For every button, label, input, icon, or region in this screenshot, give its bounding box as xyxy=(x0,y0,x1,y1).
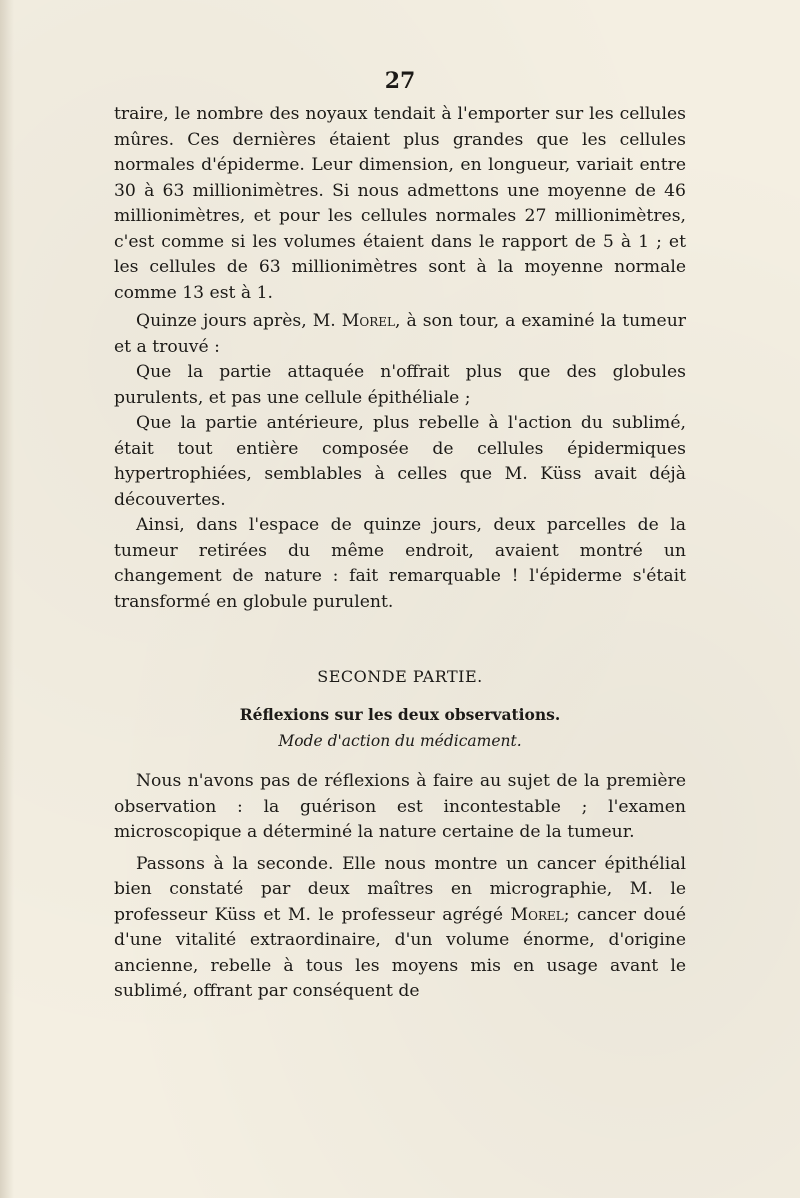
body-text xyxy=(114,769,686,1005)
subsubsection-title: Mode d'action du médicament. xyxy=(278,732,522,750)
intro-paragraph-continued: traire, le nombre des noyaux tendait à l'emporter sur les cellules mûres. Ces dernières étaient plus grandes que les cellules normales d'épiderme. Leur dimension, en longueur, variait entre 30 à 63 millionimètres. Si nous admettons une moyenne de 46 millionimètres, et pour les cellules normales 27 millionimètres, c'est comme si les volumes étaient dans le rapport de 5 à 1 ; et les cellules de 63 millionimètres sont à la moyenne normale comme 13 est à 1. xyxy=(114,104,686,303)
finding-conclusion: Ainsi, dans l'espace de quinze jours, deux parcelles de la tumeur retirées du même endroit, avaient montré un changement de nature : fait remarquable ! l'épiderme s'était transformé en globule purulent. xyxy=(114,515,686,612)
subsection-title: Réflexions sur les deux observations. xyxy=(239,705,561,724)
author-name-morel-2: Morel xyxy=(510,904,564,925)
page-binding-shadow xyxy=(0,0,14,1198)
intro-text xyxy=(114,102,686,615)
body-paragraph-first-observation: Nous n'avons pas de réflexions à faire au sujet de la première observation : la guérison est incontestable ; l'examen microscopique a déterminé la nature certaine de la tumeur. xyxy=(114,771,686,842)
intro-paragraph-morel: Quinze jours après, M. Morel, à son tour, a examiné la tumeur et a trouvé : xyxy=(114,311,686,357)
author-name-morel: Morel xyxy=(341,311,395,331)
section-title: SECONDE PARTIE. xyxy=(317,667,483,686)
body-paragraph-second-observation: Passons à la seconde. Elle nous montre un cancer épithélial bien constaté par deux maîtres en micrographie, M. le professeur Küss et M. le professeur agrégé Morel; cancer doué d'une vitalité extraordinaire, d'un volume énorme, d'origine ancienne, rebelle à tous les moyens mis en usage avant le sublimé, offrant par conséquent de xyxy=(114,853,687,1001)
finding-attacked-part: Que la partie attaquée n'offrait plus que des globules purulents, et pas une cellule épithéliale ; xyxy=(114,362,686,408)
page-number: 27 xyxy=(384,68,416,94)
finding-anterior-part: Que la partie antérieure, plus rebelle à l'action du sublimé, était tout entière composée de cellules épidermiques hypertrophiées, semblables à celles que M. Küss avait déjà découvertes. xyxy=(114,413,686,510)
